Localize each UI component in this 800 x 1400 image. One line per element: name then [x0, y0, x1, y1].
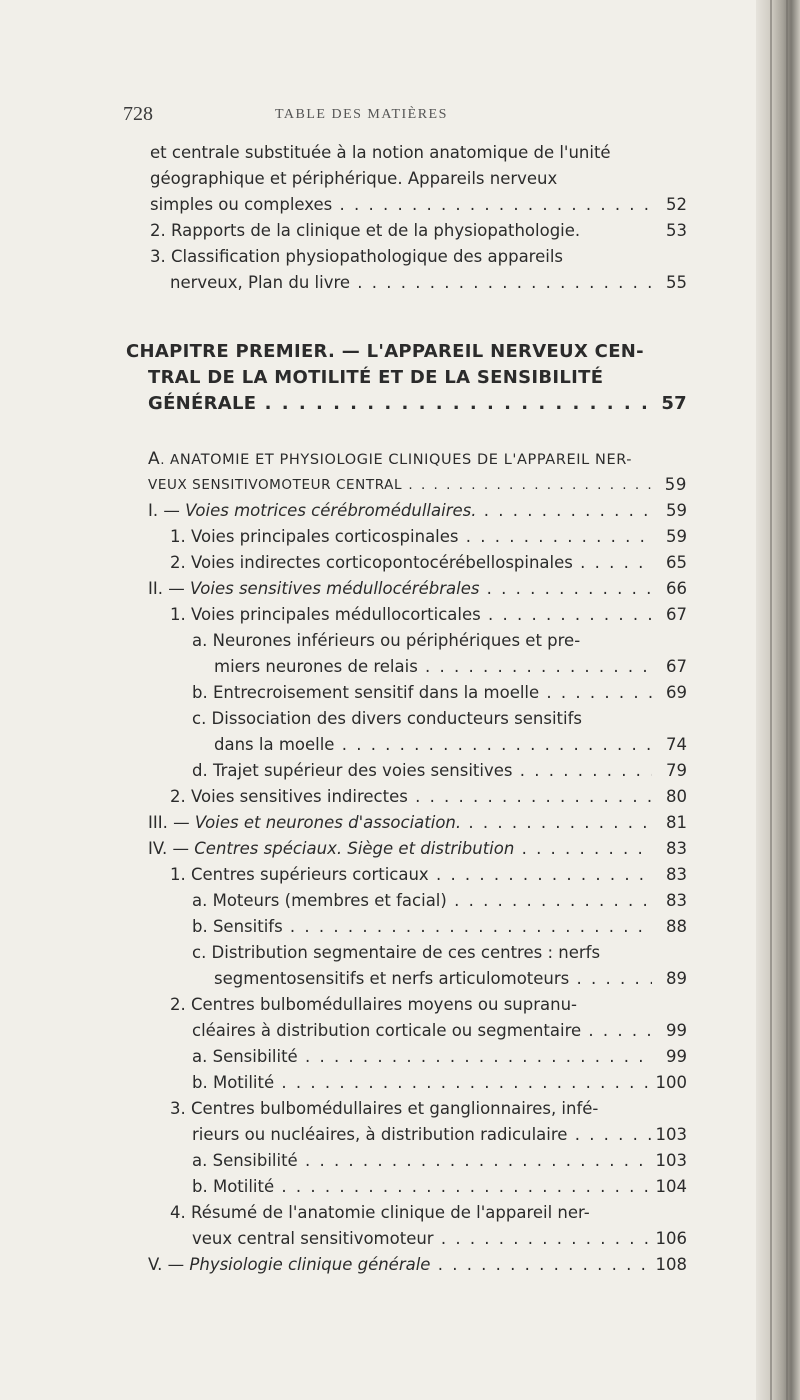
toc-entry-text: 2. Centres bulbomédullaires moyens ou supranu- — [170, 995, 577, 1014]
toc-entry-prefix: V. — — [148, 1255, 190, 1274]
toc-line — [0, 654, 800, 680]
toc-line — [0, 1226, 800, 1252]
toc-entry-text: rieurs ou nucléaires, à distribution radiculaire . . . — [192, 1122, 652, 1148]
toc-entry-text: VEUX SENSITIVOMOTEUR CENTRAL . . . — [148, 472, 652, 498]
toc-page-number: 104 — [655, 1177, 687, 1196]
toc-entry-text: d. Trajet supérieur des voies sensitives . . . — [192, 758, 652, 784]
toc-page-number: 53 — [666, 221, 687, 240]
toc-page-number: 79 — [666, 761, 687, 780]
toc-line — [0, 524, 800, 550]
toc-line — [0, 218, 800, 244]
toc-entry-text: nerveux, Plan du livre . . . — [170, 270, 652, 296]
toc-entry-text: c. Distribution segmentaire de ces centres : nerfs — [192, 943, 601, 962]
toc-line — [0, 992, 800, 1018]
toc-page-number: 65 — [666, 553, 687, 572]
toc-entry-text: b. Motilité . . . — [192, 1070, 652, 1096]
chapter-heading — [0, 365, 800, 391]
toc-entry-text: 1. Voies principales corticospinales . . . — [170, 524, 652, 550]
toc-page-number: 106 — [655, 1229, 687, 1248]
toc-entry-text — [148, 810, 652, 836]
toc-entry-text: b. Entrecroisement sensitif dans la moelle . . . — [192, 680, 652, 706]
toc-line — [0, 166, 800, 192]
toc-line — [0, 940, 800, 966]
toc-line — [0, 602, 800, 628]
toc-line — [0, 680, 800, 706]
toc-entry-prefix: III. — — [148, 813, 195, 832]
toc-entry-text: a. Sensibilité . . . — [192, 1148, 652, 1174]
toc-line — [0, 1018, 800, 1044]
toc-entry-text: a. Neurones inférieurs ou périphériques et pre- — [192, 631, 581, 650]
toc-entry-text: segmentosensitifs et nerfs articulomoteurs . . . — [214, 966, 652, 992]
toc-entry-text: miers neurones de relais . . . — [214, 654, 652, 680]
running-title: TABLE DES MATIÈRES — [275, 107, 448, 122]
toc-line — [0, 1252, 800, 1278]
toc-page-number: 83 — [666, 839, 687, 858]
toc-line — [0, 270, 800, 296]
toc-line — [0, 550, 800, 576]
toc-line — [0, 836, 800, 862]
toc-page-number: 108 — [655, 1255, 687, 1274]
toc-entry-text: et centrale substituée à la notion anatomique de l'unité — [150, 143, 611, 162]
toc-line — [0, 1070, 800, 1096]
toc-page-number: 99 — [666, 1021, 687, 1040]
toc-entry-italic: Voies sensitives médullocérébrales — [189, 579, 480, 598]
chapter-title-line: TRAL DE LA MOTILITÉ ET DE LA SENSIBILITÉ — [148, 367, 604, 388]
toc-line — [0, 810, 800, 836]
toc-entry-italic: Physiologie clinique générale — [189, 1255, 431, 1274]
toc-page-number: 69 — [666, 683, 687, 702]
toc-entry-text — [148, 1252, 652, 1278]
section-title: A. ANATOMIE ET PHYSIOLOGIE CLINIQUES DE L'APPAREIL NER- — [148, 449, 633, 469]
toc-line — [0, 140, 800, 166]
toc-line — [0, 1096, 800, 1122]
chapter-heading — [0, 339, 800, 365]
toc-entry-text: 4. Résumé de l'anatomie clinique de l'appareil ner- — [170, 1203, 590, 1222]
toc-line — [0, 732, 800, 758]
toc-page-number: 83 — [666, 891, 687, 910]
toc-line — [0, 1200, 800, 1226]
toc-line — [0, 758, 800, 784]
toc-page-number: 80 — [666, 787, 687, 806]
chapter-heading — [0, 391, 800, 417]
toc-entry-text: géographique et périphérique. Appareils nerveux — [150, 169, 558, 188]
toc-page-number: 59 — [666, 527, 687, 546]
toc-entry-text: 3. Centres bulbomédullaires et ganglionnaires, infé- — [170, 1099, 599, 1118]
toc-line — [0, 576, 800, 602]
toc-page-number: 103 — [655, 1125, 687, 1144]
toc-entry-prefix: I. — — [148, 501, 186, 520]
toc-page-number: 83 — [666, 865, 687, 884]
toc-entry-text: cléaires à distribution corticale ou segmentaire . . . — [192, 1018, 652, 1044]
toc-line — [0, 1122, 800, 1148]
toc-page-number: 103 — [655, 1151, 687, 1170]
toc-page-number: 100 — [655, 1073, 687, 1092]
toc-page-number: 67 — [666, 605, 687, 624]
page-number: 728 — [123, 103, 153, 125]
toc-page-number: 59 — [664, 475, 687, 494]
toc-entry-text — [148, 498, 652, 524]
toc-line — [0, 914, 800, 940]
toc-entry-text: c. Dissociation des divers conducteurs sensitifs — [192, 709, 582, 728]
toc-page-number: 99 — [666, 1047, 687, 1066]
toc-entry-text: dans la moelle . . . — [214, 732, 652, 758]
toc-line — [0, 1148, 800, 1174]
toc-page-number: 52 — [666, 195, 687, 214]
toc-line — [0, 244, 800, 270]
toc-entry-prefix: II. — — [148, 579, 190, 598]
toc-line — [0, 966, 800, 992]
chapter-title-line: GÉNÉRALE . . . — [148, 391, 652, 417]
toc-entry-text: 1. Voies principales médullocorticales . . . — [170, 602, 652, 628]
page-header — [0, 103, 800, 127]
toc-entry-text: a. Sensibilité . . . — [192, 1044, 652, 1070]
toc-line — [0, 784, 800, 810]
toc-entry-italic: Centres spéciaux. Siège et distribution — [194, 839, 515, 858]
toc-entry-text: 1. Centres supérieurs corticaux . . . — [170, 862, 652, 888]
chapter-title-line: CHAPITRE PREMIER. — L'APPAREIL NERVEUX CEN- — [126, 341, 644, 362]
toc-line — [0, 628, 800, 654]
toc-entry-text: b. Motilité . . . — [192, 1174, 652, 1200]
toc-entry-text: veux central sensitivomoteur . . . — [192, 1226, 652, 1252]
toc-entry-text: 3. Classification physiopathologique des appareils — [150, 247, 564, 266]
toc-entry-italic: Voies motrices cérébromédullaires. — [185, 501, 477, 520]
toc-page-number: 66 — [666, 579, 687, 598]
toc-entry-text: 2. Voies indirectes corticopontocérébellospinales . . . — [170, 550, 652, 576]
section-heading — [0, 446, 800, 472]
toc-page-number: 74 — [666, 735, 687, 754]
toc-page-number: 55 — [666, 273, 687, 292]
toc-entry-text: simples ou complexes . . . — [150, 192, 652, 218]
toc-line — [0, 1174, 800, 1200]
toc-line — [0, 862, 800, 888]
toc-page-number: 59 — [666, 501, 687, 520]
toc-line — [0, 192, 800, 218]
toc-entry-text — [148, 576, 652, 602]
toc-page-number: 89 — [666, 969, 687, 988]
toc-entry-prefix: IV. — — [148, 839, 195, 858]
toc-line — [0, 888, 800, 914]
section-heading — [0, 472, 800, 498]
toc-page-number: 57 — [661, 393, 687, 414]
toc-line — [0, 706, 800, 732]
toc-line — [0, 1044, 800, 1070]
toc-entry-text: 2. Voies sensitives indirectes . . . — [170, 784, 652, 810]
toc-line — [0, 498, 800, 524]
toc-entry-text: 2. Rapports de la clinique et de la physiopathologie. — [150, 221, 581, 240]
toc-page-number: 81 — [666, 813, 687, 832]
toc-page-number: 88 — [666, 917, 687, 936]
toc-entry-italic: Voies et neurones d'association. — [194, 813, 462, 832]
toc-entry-text: a. Moteurs (membres et facial) . . . — [192, 888, 652, 914]
toc-entry-text: b. Sensitifs . . . — [192, 914, 652, 940]
toc-entry-text — [148, 836, 652, 862]
toc-page-number: 67 — [666, 657, 687, 676]
